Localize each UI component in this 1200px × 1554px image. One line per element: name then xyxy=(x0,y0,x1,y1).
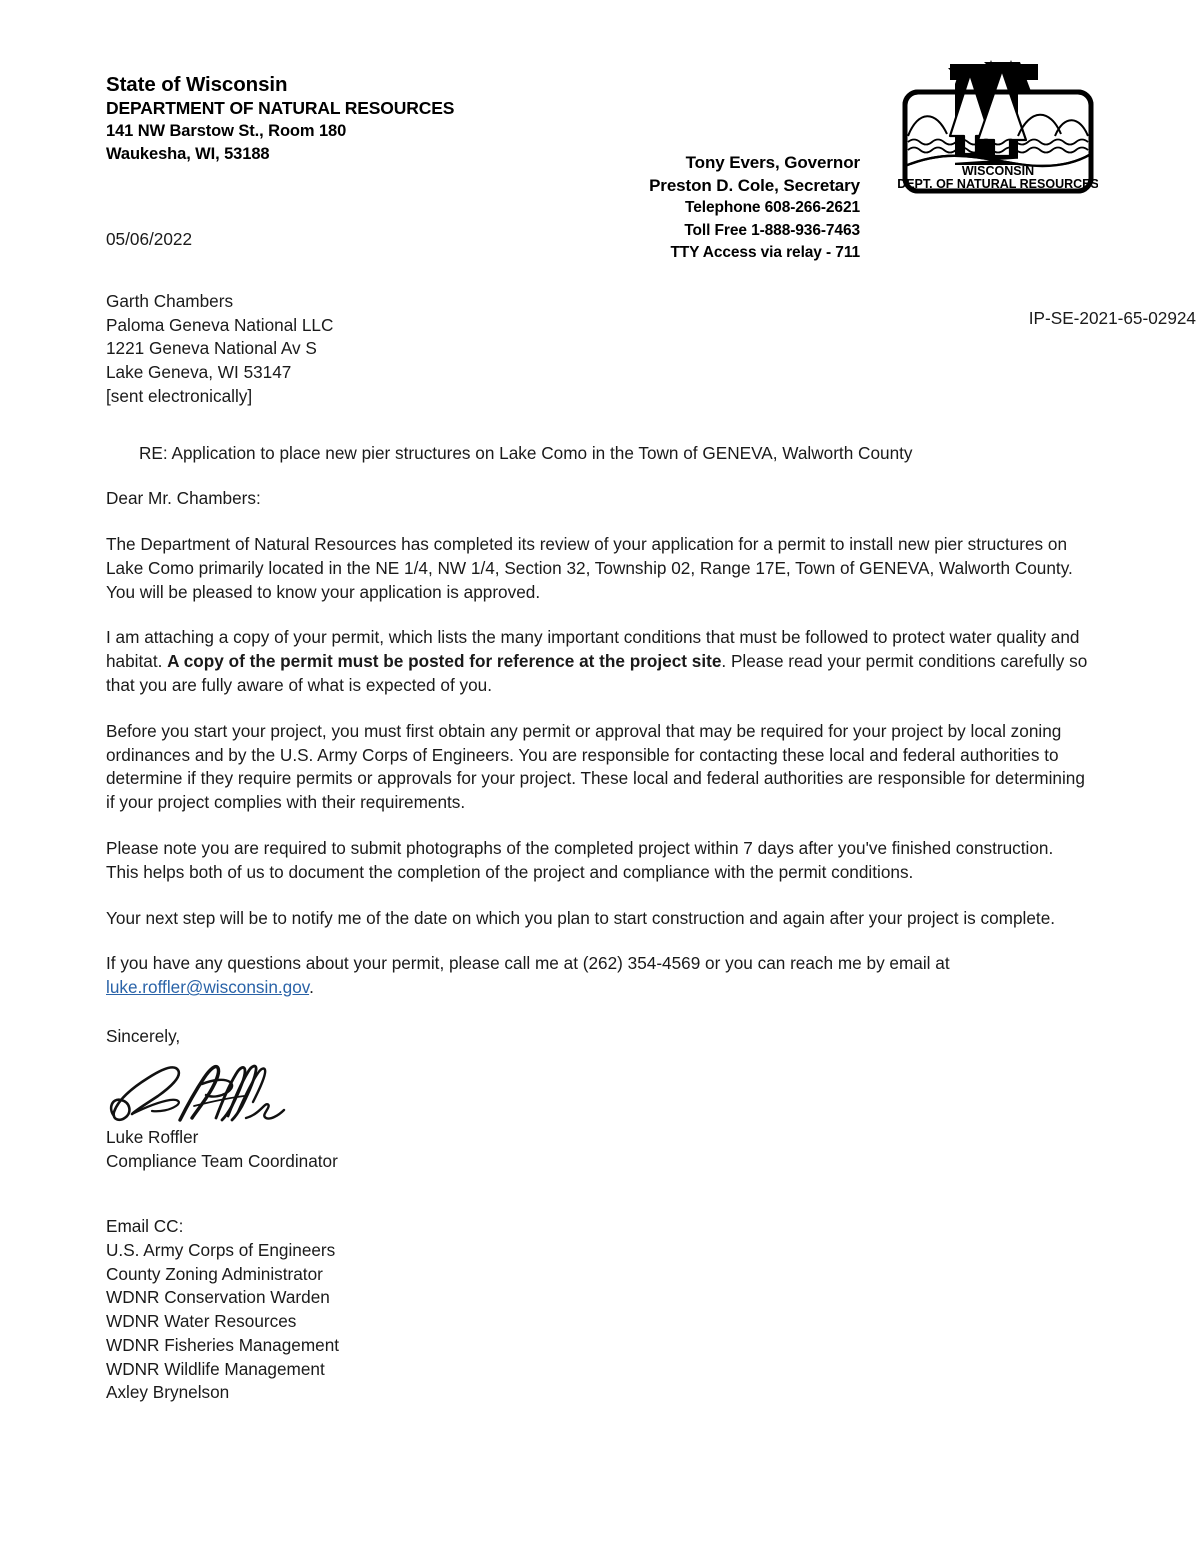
email-cc-block xyxy=(106,1215,1090,1405)
paragraph-photographs: Please note you are required to submit photographs of the completed project within 7 days after you've finished construction. This helps both of us to document the completion of the project and compliance with the permit conditions. xyxy=(106,837,1054,882)
governor-name: Tony Evers, Governor xyxy=(685,153,860,172)
agency-city-state-zip: Waukesha, WI, 53188 xyxy=(106,144,270,163)
recipient-street: 1221 Geneva National Av S xyxy=(106,338,317,359)
cc-item: WDNR Fisheries Management xyxy=(106,1334,340,1355)
signature-block xyxy=(106,1025,1090,1173)
agency-department-name: DEPARTMENT OF NATURAL RESOURCES xyxy=(106,98,455,118)
paragraph-permit-copy-part1: I am attaching a copy of your permit, which lists the many important conditions that must be followed to protect water quality and habitat. xyxy=(106,627,1080,672)
recipient-city-state-zip: Lake Geneva, WI 53147 xyxy=(106,362,292,383)
closing-salutation: Sincerely, xyxy=(106,1025,181,1046)
paragraph-permit-copy-part2: . Please read your permit conditions carefully so that you are fully aware of what is expected of you. xyxy=(106,651,1088,695)
agency-state-name: State of Wisconsin xyxy=(106,73,288,96)
cc-item: County Zoning Administrator xyxy=(106,1263,323,1284)
salutation: Dear Mr. Chambers: xyxy=(106,488,261,509)
cc-item: WDNR Wildlife Management xyxy=(106,1358,325,1379)
paragraph-approval: The Department of Natural Resources has completed its review of your application for a permit to install new pier structures on Lake Como primarily located in the NE 1/4, NW 1/4, Section 32, Township 02, Range 17E, Town of GENEVA, Walworth County. You will be pleased to know your application is approved. xyxy=(106,534,1073,602)
logo-wisconsin-text: WISCONSIN xyxy=(961,164,1035,178)
paragraph-next-step: Your next step will be to notify me of the date on which you plan to start construction and again after your project is complete. xyxy=(106,907,1056,928)
paragraph-local-approvals: Before you start your project, you must first obtain any permit or approval that may be required for your project by local zoning ordinances and by the U.S. Army Corps of Engineers. You are responsible for contacting these local and federal authorities to determine if they require permits or approvals for your project. These local and federal authorities are responsible for determining if your project complies with their requirements. xyxy=(106,720,1085,813)
letter-body xyxy=(106,228,1196,1405)
toll-free-number: Toll Free 1-888-936-7463 xyxy=(684,221,860,239)
paragraph-permit-copy-bold: A copy of the permit must be posted for reference at the project site xyxy=(167,651,722,672)
secretary-name: Preston D. Cole, Secretary xyxy=(649,175,860,195)
signer-name: Luke Roffler xyxy=(106,1126,199,1147)
permit-number: IP-SE-2021-65-02924 xyxy=(1028,308,1196,328)
paragraph-permit-copy xyxy=(106,626,1090,697)
cc-item: WDNR Conservation Warden xyxy=(106,1287,330,1308)
recipient-name: Garth Chambers xyxy=(106,291,234,311)
handwritten-signature xyxy=(106,1050,306,1126)
paragraph-contact-part2: . xyxy=(309,977,314,998)
tty-access-number: TTY Access via relay - 711 xyxy=(670,244,860,261)
recipient-company: Paloma Geneva National LLC xyxy=(106,314,334,335)
agency-address-block xyxy=(106,72,586,165)
re-subject-line: RE: Application to place new pier structures on Lake Como in the Town of GENEVA, Walworth County xyxy=(139,442,913,463)
cc-item: Axley Brynelson xyxy=(106,1382,230,1403)
letter-date: 05/06/2022 xyxy=(106,229,193,249)
logo-dept-text: DEPT. OF NATURAL RESOURCES xyxy=(898,177,1098,191)
recipient-delivery-note: [sent electronically] xyxy=(106,385,253,406)
paragraph-contact xyxy=(106,952,1090,1000)
telephone-number: Telephone 608-266-2621 xyxy=(685,199,860,216)
wdnr-logo xyxy=(898,36,1098,196)
signer-title: Compliance Team Coordinator xyxy=(106,1150,338,1171)
email-link[interactable]: luke.roffler@wisconsin.gov xyxy=(106,977,310,998)
cc-item: WDNR Water Resources xyxy=(106,1311,297,1332)
agency-street-address: 141 NW Barstow St., Room 180 xyxy=(106,122,347,140)
paragraph-contact-part1: If you have any questions about your permit, please call me at (262) 354-4569 or you can reach me by email at xyxy=(106,953,950,974)
cc-heading: Email CC: xyxy=(106,1216,184,1237)
cc-item: U.S. Army Corps of Engineers xyxy=(106,1240,336,1261)
